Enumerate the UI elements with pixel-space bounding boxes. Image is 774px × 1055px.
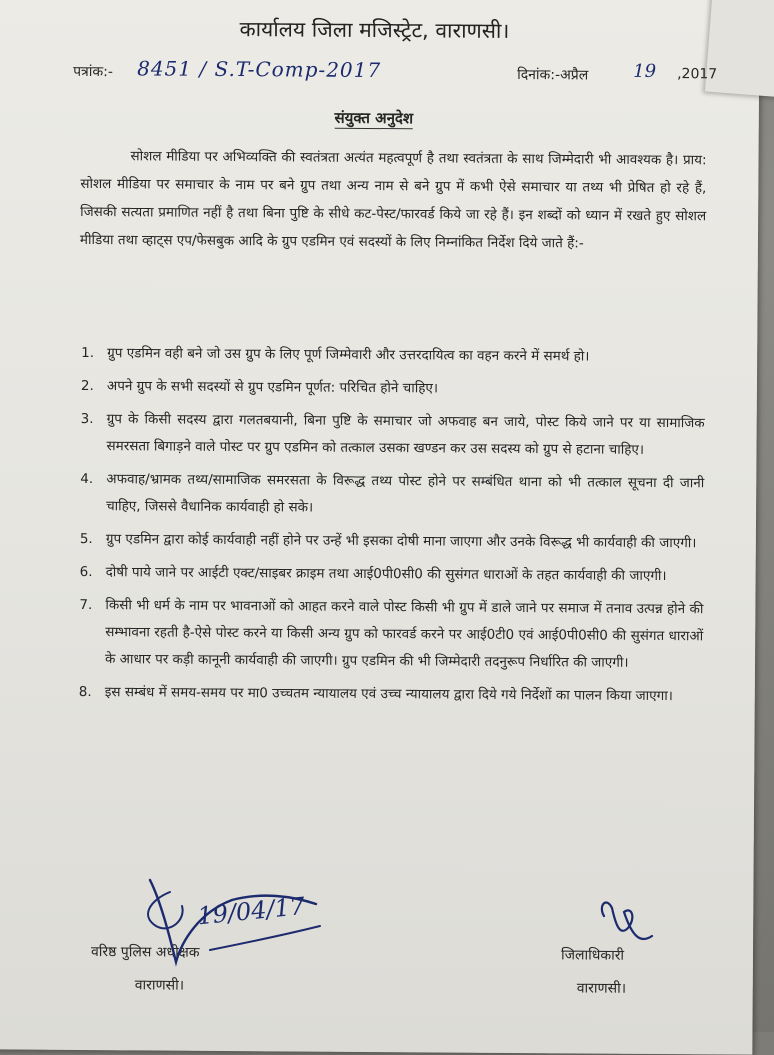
date-year: ,2017: [677, 66, 718, 83]
right-signatory-title: जिलाधिकारी: [560, 947, 625, 964]
list-item: [79, 679, 703, 710]
item-text: अपने ग्रुप के सभी सदस्यों से ग्रुप एडमिन पूर्णत: परिचित होने चाहिए।: [106, 378, 439, 397]
item-text: दोषी पाये जाने पर आईटी एक्ट/साइबर क्राइम तथा आई0पी0सी0 की सुसंगत धाराओं के तहत कार्यवाही की जाएगी।: [105, 564, 667, 585]
left-signatory-city: वाराणसी।: [134, 977, 185, 994]
reference-row: [73, 56, 718, 90]
reference-label: पत्रांक:-: [73, 63, 114, 81]
subject-text: संयुक्त अनुदेश: [334, 108, 414, 128]
item-number: 8.: [78, 683, 92, 701]
list-item: [81, 340, 705, 371]
item-text: ग्रुप एडमिन वही बने जो उस ग्रुप के लिए पूर्ण जिम्मेवारी और उत्तरदायित्व का वहन करने में समर्थ हो।: [107, 345, 590, 365]
document-subject: [0, 105, 759, 130]
item-text: ग्रुप एडमिन द्वारा कोई कार्यवाही नहीं होने पर उन्हें भी इसका दोषी माना जाएगा और उनके विरूद्ध भी कार्यवाही की जाएगी।: [105, 531, 697, 552]
list-item: [80, 526, 704, 557]
item-text: अफवाह/भ्रामक तथ्य/सामाजिक समरसता के विरूद्ध तथ्य पोस्ट होने पर सम्बंधित थाना को भी तत्काल सूचना दी जानी चाहिए, जिससे वैधानिक कार्यवाही हो सके।: [106, 471, 705, 516]
item-number: 5.: [79, 530, 93, 548]
item-number: 6.: [79, 563, 93, 581]
item-text: इस सम्बंध में समय-समय पर मा0 उच्चतम न्यायालय एवं उच्च न्यायालय द्वारा दिये गये निर्देशों का पालन किया जाएगा।: [104, 684, 673, 705]
item-number: 3.: [80, 410, 94, 428]
reference-number: 8451 / S.T-Comp-2017: [137, 56, 382, 83]
item-text: ग्रुप के किसी सदस्य द्वारा गलतबयानी, बिना पुष्टि के समाचार जो अफवाह बन जाये, पोस्ट किये जाने पर या सामाजिक समरसता बिगाड़ने वाले पोस्ट पर ग्रुप एडमिन को तत्काल उसका खण्डन कर उस सदस्य को ग्रुप से हटाना चाहिए।: [106, 411, 705, 458]
list-item: [80, 406, 704, 464]
item-number: 1.: [81, 344, 95, 362]
office-header: कार्यालय जिला मजिस्ट्रेट, वाराणसी।: [239, 17, 510, 43]
list-item: [79, 592, 704, 677]
date-day: 19: [633, 60, 657, 82]
handwritten-date: 19/04/17: [196, 891, 307, 931]
list-item: [80, 466, 704, 524]
list-item: [80, 559, 704, 590]
date-label: दिनांक:-अप्रैल: [517, 67, 589, 84]
intro-paragraph: सोशल मीडिया पर अभिव्यक्ति की स्वतंत्रता अत्यंत महत्वपूर्ण है तथा स्वतंत्रता के साथ जिम्मेदारी भी आवश्यक है। प्राय: सोशल मीडिया पर समाचार के नाम पर बने ग्रुप तथा अन्य नाम से बने ग्रुप में कभी ऐसे समाचार या तथ्य भी प्रेषित हो रहे हैं, जिसकी सत्यता प्रमाणित नहीं है तथा बिना पुष्टि के सीधे कट-पेस्ट/फारवर्ड किये जा रहे हैं। इन शब्दों को ध्यान में रखते हुए सोशल मीडिया तथा व्हाट्स एप/फेसबुक आदि के ग्रुप एडमिन एवं सदस्यों के लिए निम्नांकित निर्देश दिये जाते हैं:-: [79, 148, 707, 252]
right-signatory-city: वाराणसी।: [576, 980, 627, 997]
left-signatory-title: वरिष्ठ पुलिस अधीक्षक: [90, 944, 200, 961]
list-item: [81, 373, 705, 404]
underlying-page-corner: [705, 0, 774, 98]
item-text: किसी भी धर्म के नाम पर भावनाओं को आहत करने वाले पोस्ट किसी भी ग्रुप में डाले जाने पर समाज में तनाव उत्पन्न होने की सम्भावना रहती है-ऐसे पोस्ट करने या किसी अन्य ग्रुप को फारवर्ड करने पर आई0टी0 एवं आई0पी0सी0 की सुसंगत धाराओं के आधार पर कड़ी कानूनी कार्यवाही की जाएगी। ग्रुप एडमिन की भी जिम्मेदारी तदनुरूप निर्धारित की जाएगी।: [104, 597, 704, 671]
item-number: 7.: [79, 596, 93, 614]
instruction-list: [79, 340, 706, 716]
item-number: 2.: [80, 377, 94, 395]
item-number: 4.: [80, 470, 94, 488]
